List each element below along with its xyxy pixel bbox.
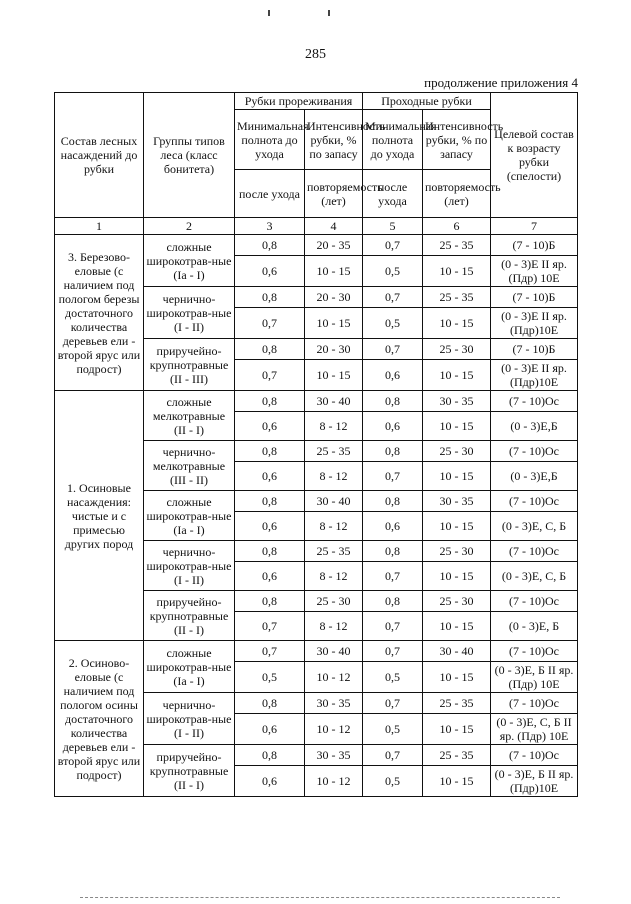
intensity-thinning-cell: 20 - 35 [305, 235, 363, 256]
intensity-thinning-cell: 30 - 40 [305, 491, 363, 512]
intensity-thinning-cell: 10 - 12 [305, 766, 363, 797]
intensity-thinning-cell: 8 - 12 [305, 462, 363, 491]
header-intensity-thinning: Интенсивность рубки, % по запасу [305, 110, 363, 170]
intensity-passing-cell: 30 - 35 [423, 491, 491, 512]
intensity-passing-cell: 10 - 15 [423, 360, 491, 391]
target-composition-cell: (7 - 10)Ос [491, 745, 578, 766]
header-after-care: после ухода [235, 170, 305, 218]
column-number: 4 [305, 218, 363, 235]
min-density-cell: 0,6 [235, 462, 305, 491]
page-number: 285 [305, 47, 326, 62]
target-composition-cell: (7 - 10)Ос [491, 441, 578, 462]
intensity-passing-cell: 10 - 15 [423, 562, 491, 591]
intensity-passing-cell: 25 - 30 [423, 339, 491, 360]
min-density-passing-cell: 0,5 [363, 308, 423, 339]
intensity-thinning-cell: 30 - 40 [305, 641, 363, 662]
min-density-cell: 0,8 [235, 287, 305, 308]
min-density-passing-cell: 0,7 [363, 612, 423, 641]
min-density-cell: 0,7 [235, 360, 305, 391]
min-density-cell: 0,7 [235, 641, 305, 662]
forest-type-cell: приручейно-крупнотравные (II - I) [144, 745, 235, 797]
min-density-cell: 0,8 [235, 441, 305, 462]
min-density-cell: 0,8 [235, 693, 305, 714]
column-number: 3 [235, 218, 305, 235]
forest-type-cell: приручейно-крупнотравные (II - III) [144, 339, 235, 391]
header-min-density-passing: Минимальная полнота до ухода [363, 110, 423, 170]
min-density-cell: 0,7 [235, 308, 305, 339]
min-density-cell: 0,6 [235, 714, 305, 745]
scan-mark-left [268, 10, 270, 16]
target-composition-cell: (7 - 10)Ос [491, 591, 578, 612]
header-row-groups [55, 93, 578, 110]
min-density-passing-cell: 0,6 [363, 360, 423, 391]
intensity-passing-cell: 10 - 15 [423, 412, 491, 441]
min-density-passing-cell: 0,5 [363, 714, 423, 745]
min-density-cell: 0,8 [235, 235, 305, 256]
scan-bottom-edge [80, 894, 560, 898]
intensity-thinning-cell: 30 - 35 [305, 745, 363, 766]
min-density-cell: 0,8 [235, 541, 305, 562]
target-composition-cell: (7 - 10)Б [491, 287, 578, 308]
target-composition-cell: (7 - 10)Б [491, 235, 578, 256]
intensity-thinning-cell: 10 - 12 [305, 662, 363, 693]
intensity-thinning-cell: 30 - 40 [305, 391, 363, 412]
intensity-passing-cell: 30 - 40 [423, 641, 491, 662]
table-row [55, 235, 578, 256]
min-density-cell: 0,5 [235, 662, 305, 693]
min-density-passing-cell: 0,5 [363, 766, 423, 797]
intensity-passing-cell: 25 - 35 [423, 235, 491, 256]
column-number: 7 [491, 218, 578, 235]
intensity-thinning-cell: 25 - 35 [305, 541, 363, 562]
min-density-passing-cell: 0,7 [363, 562, 423, 591]
min-density-cell: 0,8 [235, 591, 305, 612]
intensity-passing-cell: 25 - 35 [423, 287, 491, 308]
min-density-passing-cell: 0,7 [363, 287, 423, 308]
min-density-cell: 0,8 [235, 391, 305, 412]
min-density-cell: 0,8 [235, 339, 305, 360]
target-composition-cell: (0 - 3)Е II яр.(Пдр)10Е [491, 308, 578, 339]
intensity-thinning-cell: 10 - 15 [305, 256, 363, 287]
header-intensity-passing: Интенсивность рубки, % по запасу [423, 110, 491, 170]
target-composition-cell: (0 - 3)Е, С, Б II яр. (Пдр) 10Е [491, 714, 578, 745]
header-number-row [55, 218, 578, 235]
header-after-care-passing: после ухода [363, 170, 423, 218]
intensity-passing-cell: 25 - 35 [423, 745, 491, 766]
composition-cell: 3. Березово-еловые (с наличием под пологом березы достаточного количества деревьев ели - второй ярус или подрост) [55, 235, 144, 391]
min-density-passing-cell: 0,8 [363, 591, 423, 612]
header-forest-type: Группы типов леса (класс бонитета) [144, 93, 235, 218]
header-min-density: Минимальная полнота до ухода [235, 110, 305, 170]
min-density-passing-cell: 0,5 [363, 256, 423, 287]
min-density-passing-cell: 0,7 [363, 235, 423, 256]
min-density-passing-cell: 0,7 [363, 462, 423, 491]
target-composition-cell: (0 - 3)Е, С, Б [491, 512, 578, 541]
header-repeat-passing: повторяемость (лет) [423, 170, 491, 218]
intensity-thinning-cell: 10 - 15 [305, 308, 363, 339]
scan-mark-right [328, 10, 330, 16]
min-density-cell: 0,6 [235, 256, 305, 287]
target-composition-cell: (7 - 10)Ос [491, 391, 578, 412]
table-row [55, 391, 578, 412]
forest-type-cell: сложные широкотрав-ные (Ia - I) [144, 491, 235, 541]
forest-type-cell: приручейно-крупнотравные (II - I) [144, 591, 235, 641]
intensity-thinning-cell: 10 - 15 [305, 360, 363, 391]
forest-type-cell: сложные мелкотравные (II - I) [144, 391, 235, 441]
min-density-cell: 0,6 [235, 766, 305, 797]
target-composition-cell: (7 - 10)Ос [491, 491, 578, 512]
intensity-thinning-cell: 20 - 30 [305, 339, 363, 360]
composition-cell: 1. Осиновые насаждения: чистые и с примесью других пород [55, 391, 144, 641]
target-composition-cell: (0 - 3)Е, С, Б [491, 562, 578, 591]
min-density-passing-cell: 0,8 [363, 491, 423, 512]
target-composition-cell: (7 - 10)Ос [491, 693, 578, 714]
target-composition-cell: (0 - 3)Е, Б II яр.(Пдр)10Е [491, 766, 578, 797]
intensity-thinning-cell: 8 - 12 [305, 412, 363, 441]
min-density-passing-cell: 0,8 [363, 541, 423, 562]
intensity-passing-cell: 30 - 35 [423, 391, 491, 412]
intensity-thinning-cell: 30 - 35 [305, 693, 363, 714]
header-thinning-group: Рубки прореживания [235, 93, 363, 110]
min-density-passing-cell: 0,8 [363, 391, 423, 412]
forest-type-cell: чернично-мелкотравные (III - II) [144, 441, 235, 491]
intensity-thinning-cell: 8 - 12 [305, 512, 363, 541]
header-passing-group: Проходные рубки [363, 93, 491, 110]
intensity-thinning-cell: 25 - 35 [305, 441, 363, 462]
column-number: 2 [144, 218, 235, 235]
intensity-passing-cell: 10 - 15 [423, 256, 491, 287]
intensity-passing-cell: 10 - 15 [423, 714, 491, 745]
target-composition-cell: (7 - 10)Ос [491, 641, 578, 662]
min-density-passing-cell: 0,6 [363, 512, 423, 541]
target-composition-cell: (7 - 10)Б [491, 339, 578, 360]
column-number: 1 [55, 218, 144, 235]
forest-type-cell: чернично-широкотрав-ные (I - II) [144, 541, 235, 591]
min-density-passing-cell: 0,7 [363, 339, 423, 360]
min-density-passing-cell: 0,6 [363, 412, 423, 441]
target-composition-cell: (0 - 3)Е, Б [491, 612, 578, 641]
intensity-passing-cell: 10 - 15 [423, 308, 491, 339]
forestry-table [54, 92, 578, 797]
min-density-cell: 0,8 [235, 491, 305, 512]
column-number: 6 [423, 218, 491, 235]
min-density-cell: 0,6 [235, 412, 305, 441]
intensity-passing-cell: 10 - 15 [423, 766, 491, 797]
intensity-passing-cell: 25 - 35 [423, 693, 491, 714]
target-composition-cell: (0 - 3)Е,Б [491, 462, 578, 491]
forest-type-cell: чернично-широкотрав-ные (I - II) [144, 693, 235, 745]
header-composition: Состав лесных насаждений до рубки [55, 93, 144, 218]
min-density-passing-cell: 0,7 [363, 693, 423, 714]
forest-type-cell: сложные широкотрав-ные (Ia - I) [144, 235, 235, 287]
target-composition-cell: (0 - 3)Е,Б [491, 412, 578, 441]
min-density-passing-cell: 0,7 [363, 745, 423, 766]
intensity-thinning-cell: 25 - 30 [305, 591, 363, 612]
forest-type-cell: чернично-широкотрав-ные (I - II) [144, 287, 235, 339]
continuation-note: продолжение приложения 4 [424, 75, 578, 90]
intensity-passing-cell: 25 - 30 [423, 541, 491, 562]
header-repeat-thinning: повторяемость (лет) [305, 170, 363, 218]
intensity-passing-cell: 10 - 15 [423, 512, 491, 541]
intensity-thinning-cell: 8 - 12 [305, 612, 363, 641]
min-density-cell: 0,6 [235, 512, 305, 541]
composition-cell: 2. Осиново-еловые (с наличием под пологом осины достаточного количества деревьев ели - второй ярус или подрост) [55, 641, 144, 797]
intensity-thinning-cell: 10 - 12 [305, 714, 363, 745]
intensity-passing-cell: 10 - 15 [423, 462, 491, 491]
intensity-passing-cell: 10 - 15 [423, 612, 491, 641]
intensity-passing-cell: 25 - 30 [423, 591, 491, 612]
table-body [55, 93, 578, 797]
forest-type-cell: сложные широкотрав-ные (Ia - I) [144, 641, 235, 693]
intensity-thinning-cell: 20 - 30 [305, 287, 363, 308]
target-composition-cell: (0 - 3)Е II яр.(Пдр)10Е [491, 360, 578, 391]
min-density-passing-cell: 0,7 [363, 641, 423, 662]
intensity-passing-cell: 10 - 15 [423, 662, 491, 693]
target-composition-cell: (7 - 10)Ос [491, 541, 578, 562]
target-composition-cell: (0 - 3)Е, Б II яр. (Пдр) 10Е [491, 662, 578, 693]
min-density-cell: 0,8 [235, 745, 305, 766]
target-composition-cell: (0 - 3)Е II яр. (Пдр) 10Е [491, 256, 578, 287]
table-row [55, 641, 578, 662]
intensity-passing-cell: 25 - 30 [423, 441, 491, 462]
intensity-thinning-cell: 8 - 12 [305, 562, 363, 591]
min-density-passing-cell: 0,5 [363, 662, 423, 693]
column-number: 5 [363, 218, 423, 235]
min-density-passing-cell: 0,8 [363, 441, 423, 462]
min-density-cell: 0,7 [235, 612, 305, 641]
header-target-composition: Целевой состав к возрасту рубки (спелости) [491, 93, 578, 218]
min-density-cell: 0,6 [235, 562, 305, 591]
